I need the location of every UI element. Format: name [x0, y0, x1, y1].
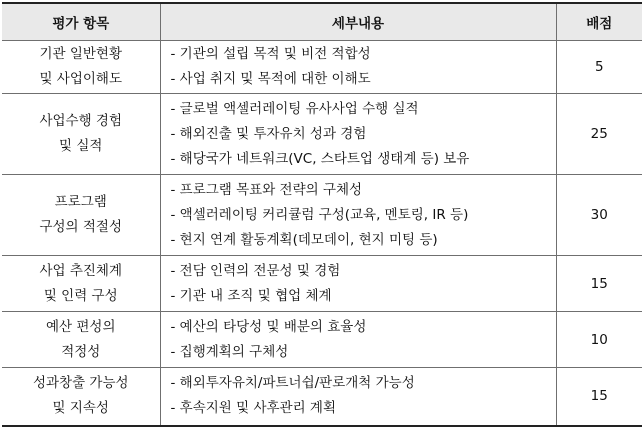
- details-cell: [160, 175, 556, 256]
- category-line: 및 지속성: [52, 400, 109, 417]
- details-cell: [160, 368, 556, 426]
- detail-item: - 현지 연계 활동계획(데모데이, 현지 미팅 등): [170, 231, 438, 248]
- category-line: 구성의 적절성: [39, 219, 123, 235]
- header-category: 평가 항목: [2, 3, 160, 41]
- detail-item: - 해외투자유치/파트너쉽/판로개척 가능성: [170, 375, 415, 392]
- header-row: [2, 3, 642, 41]
- evaluation-table: [2, 2, 642, 427]
- category-cell: [2, 256, 160, 312]
- detail-item: - 집행계획의 구체성: [170, 343, 289, 360]
- category-line: 성과창출 가능성: [32, 375, 129, 392]
- category-line: 및 사업이해도: [39, 71, 123, 87]
- detail-item: - 전담 인력의 전문성 및 경험: [170, 262, 341, 279]
- category-cell: [2, 312, 160, 368]
- table-row: [2, 41, 642, 94]
- table-row: [2, 175, 642, 256]
- details-cell: [160, 41, 556, 94]
- header-details: 세부내용: [160, 3, 556, 41]
- score-cell: 5: [556, 41, 642, 94]
- score-cell: 25: [556, 94, 642, 175]
- details-cell: [160, 94, 556, 175]
- details-cell: [160, 256, 556, 312]
- category-line: 사업수행 경험: [39, 113, 123, 129]
- detail-item: - 후속지원 및 사후관리 계획: [170, 400, 336, 417]
- detail-item: - 해당국가 네트워크(VC, 스타트업 생태계 등) 보유: [170, 150, 470, 167]
- table-row: [2, 256, 642, 312]
- details-cell: [160, 312, 556, 368]
- detail-item: - 기관 내 조직 및 협업 체계: [170, 287, 332, 304]
- detail-item: - 액셀러레이팅 커리큘럼 구성(교육, 멘토링, IR 등): [170, 206, 469, 223]
- category-line: 적정성: [61, 343, 101, 360]
- category-line: 및 인력 구성: [43, 287, 118, 304]
- category-line: 예산 편성의: [46, 318, 116, 335]
- score-cell: 15: [556, 256, 642, 312]
- detail-item: - 글로벌 액셀러레이팅 유사사업 수행 실적: [170, 100, 419, 117]
- detail-item: - 예산의 타당성 및 배분의 효율성: [170, 318, 367, 335]
- category-line: 사업 추진체계: [39, 262, 123, 279]
- table-row: [2, 94, 642, 175]
- detail-item: - 기관의 설립 목적 및 비전 적합성: [170, 46, 371, 62]
- table-row: [2, 312, 642, 368]
- table-row: [2, 368, 642, 426]
- detail-item: - 프로그램 목표와 전략의 구체성: [170, 181, 363, 198]
- category-cell: [2, 41, 160, 94]
- category-line: 및 실적: [59, 138, 103, 154]
- detail-item: - 해외진출 및 투자유치 성과 경험: [170, 125, 367, 142]
- category-cell: [2, 175, 160, 256]
- detail-item: - 사업 취지 및 목적에 대한 이해도: [170, 71, 371, 87]
- score-cell: 10: [556, 312, 642, 368]
- score-cell: 30: [556, 175, 642, 256]
- category-line: 프로그램: [54, 194, 107, 210]
- header-score: 배점: [556, 3, 642, 41]
- score-cell: 15: [556, 368, 642, 426]
- category-cell: [2, 94, 160, 175]
- category-line: 기관 일반현황: [39, 46, 123, 62]
- category-cell: [2, 368, 160, 426]
